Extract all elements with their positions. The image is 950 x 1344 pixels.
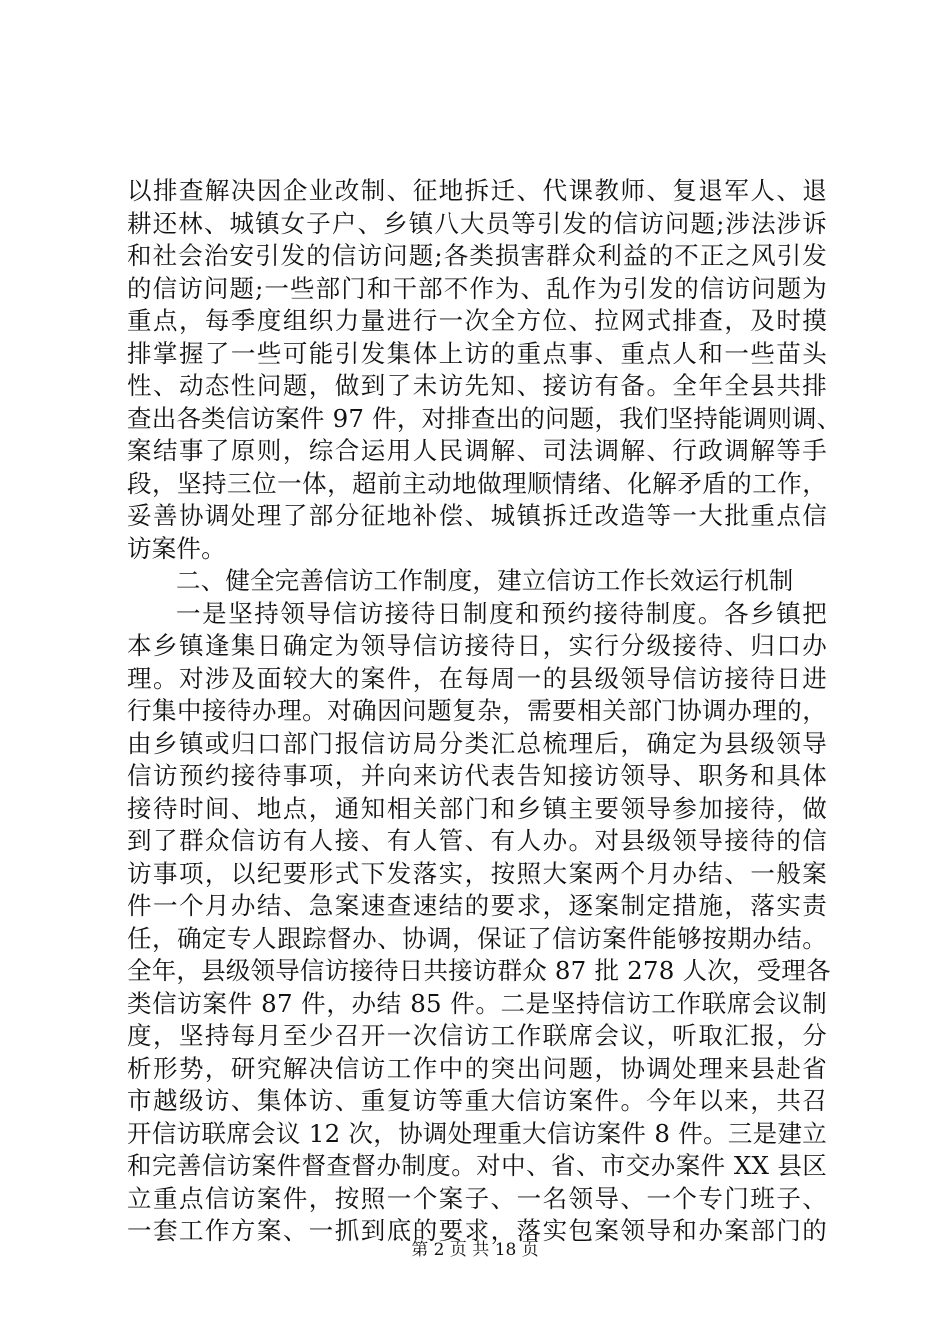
text-line: 以排查解决因企业改制、征地拆迁、代课教师、复退军人、退 [127, 176, 827, 205]
body-text [127, 175, 842, 1248]
text-line: 和完善信访案件督查督办制度。对中、省、市交办案件 XX 县区 [127, 1151, 827, 1180]
text-line: 度，坚持每月至少召开一次信访工作联席会议，听取汇报，分 [127, 1021, 827, 1050]
text-line: 和社会治安引发的信访问题;各类损害群众利益的不正之风引发 [127, 241, 827, 270]
text-line: 接待时间、地点，通知相关部门和乡镇主要领导参加接待，做 [127, 793, 827, 823]
text-line: 妥善协调处理了部分征地补偿、城镇拆迁改造等一大批重点信 [127, 501, 827, 530]
text-line: 案结事了原则，综合运用人民调解、司法调解、行政调解等手 [127, 436, 827, 465]
text-line: 全年，县级领导信访接待日共接访群众 87 批 278 人次，受理各 [127, 956, 831, 985]
text-line: 立重点信访案件，按照一个案子、一名领导、一个专门班子、 [127, 1183, 827, 1213]
text-line: 访案件。 [127, 533, 226, 563]
text-line: 行集中接待办理。对确因问题复杂，需要相关部门协调办理的， [127, 696, 827, 725]
page-number-footer: 第 2 页 共 18 页 [411, 1240, 539, 1260]
text-line: 排掌握了一些可能引发集体上访的重点事、重点人和一些苗头 [127, 338, 827, 368]
text-line: 理。对涉及面较大的案件，在每周一的县级领导信访接待日进 [127, 663, 827, 693]
text-line: 本乡镇逢集日确定为领导信访接待日，实行分级接待、归口办 [127, 631, 827, 660]
text-line: 市越级访、集体访、重复访等重大信访案件。今年以来，共召 [127, 1086, 827, 1115]
text-line: 一套工作方案、一抓到底的要求，落实包案领导和办案部门的 [127, 1216, 827, 1245]
text-line: 重点，每季度组织力量进行一次全方位、拉网式排查，及时摸 [127, 306, 827, 335]
text-line: 任，确定专人跟踪督办、协调，保证了信访案件能够按期办结。 [127, 923, 827, 953]
text-line: 件一个月办结、急案速查速结的要求，逐案制定措施，落实责 [127, 891, 827, 920]
text-line: 类信访案件 87 件，办结 85 件。二是坚持信访工作联席会议制 [127, 988, 827, 1018]
section-heading: 二、健全完善信访工作制度，建立信访工作长效运行机制 [176, 566, 794, 595]
text-line: 由乡镇或归口部门报信访局分类汇总梳理后，确定为县级领导 [127, 728, 827, 758]
text-line: 访事项，以纪要形式下发落实，按照大案两个月办结、一般案 [127, 858, 827, 888]
text-line: 一是坚持领导信访接待日制度和预约接待制度。各乡镇把 [176, 598, 827, 628]
text-line: 性、动态性问题，做到了未访先知、接访有备。全年全县共排 [127, 371, 827, 400]
text-line: 查出各类信访案件 97 件，对排查出的问题，我们坚持能调则调、 [127, 403, 842, 433]
text-line: 耕还林、城镇女子户、乡镇八大员等引发的信访问题;涉法涉诉 [127, 208, 827, 238]
text-line: 析形势，研究解决信访工作中的突出问题，协调处理来县赴省 [127, 1053, 827, 1083]
text-line: 开信访联席会议 12 次，协调处理重大信访案件 8 件。三是建立 [127, 1118, 827, 1148]
text-line: 信访预约接待事项，并向来访代表告知接访领导、职务和具体 [127, 761, 827, 790]
text-line: 的信访问题;一些部门和干部不作为、乱作为引发的信访问题为 [127, 273, 827, 303]
text-line: 段，坚持三位一体，超前主动地做理顺情绪、化解矛盾的工作， [127, 468, 827, 498]
text-line: 到了群众信访有人接、有人管、有人办。对县级领导接待的信 [127, 826, 827, 855]
